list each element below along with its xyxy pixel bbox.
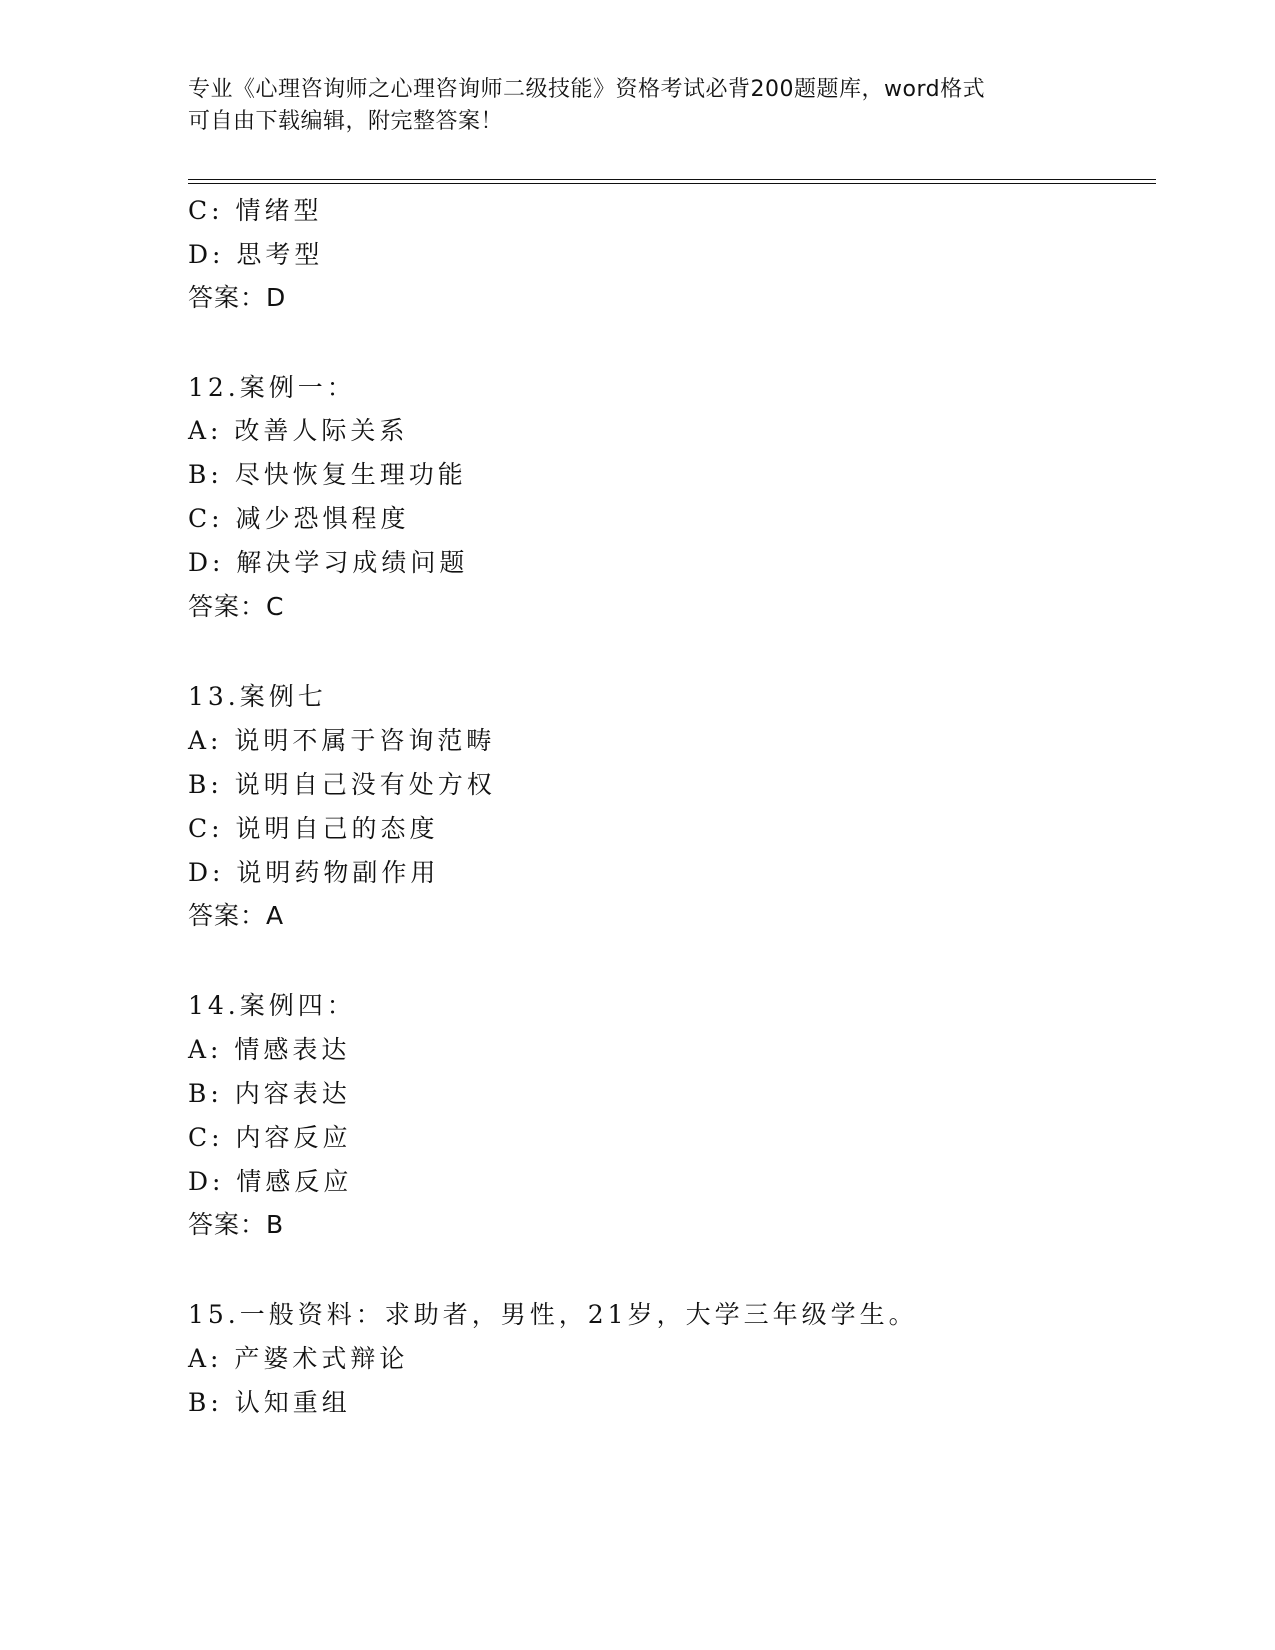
option-line: B: 说明自己没有处方权 [188, 770, 496, 799]
option-line: C: 情绪型 [188, 196, 323, 225]
answer-line: 答案：D [188, 283, 287, 312]
option-line: A: 产婆术式辩论 [188, 1344, 409, 1373]
option-line: A: 改善人际关系 [188, 416, 409, 445]
option-line: A: 说明不属于咨询范畴 [188, 726, 496, 755]
option-line: B: 尽快恢复生理功能 [188, 460, 467, 489]
question-line: 13.案例七 [188, 682, 327, 711]
option-line: D: 解决学习成绩问题 [188, 548, 469, 577]
option-line: A: 情感表达 [188, 1035, 351, 1064]
header-divider-bottom [188, 183, 1156, 184]
question-line: 14.案例四： [188, 991, 356, 1020]
header-title-line-1: 专业《心理咨询师之心理咨询师二级技能》资格考试必背200题题库，word格式 [188, 77, 986, 102]
header-divider-top [188, 179, 1156, 180]
option-line: D: 思考型 [188, 240, 324, 269]
option-line: C: 减少恐惧程度 [188, 504, 410, 533]
option-line: B: 认知重组 [188, 1388, 351, 1417]
option-line: D: 说明药物副作用 [188, 858, 440, 887]
header-title-line-2: 可自由下载编辑，附完整答案！ [188, 109, 504, 134]
option-line: B: 内容表达 [188, 1079, 351, 1108]
question-line: 15.一般资料：求助者，男性，21岁，大学三年级学生。 [188, 1300, 918, 1329]
option-line: C: 内容反应 [188, 1123, 352, 1152]
option-line: C: 说明自己的态度 [188, 814, 439, 843]
option-line: D: 情感反应 [188, 1167, 353, 1196]
question-line: 12.案例一： [188, 373, 356, 402]
answer-line: 答案：C [188, 592, 285, 621]
answer-line: 答案：B [188, 1210, 285, 1239]
answer-line: 答案：A [188, 901, 285, 930]
document-header [188, 74, 1088, 138]
